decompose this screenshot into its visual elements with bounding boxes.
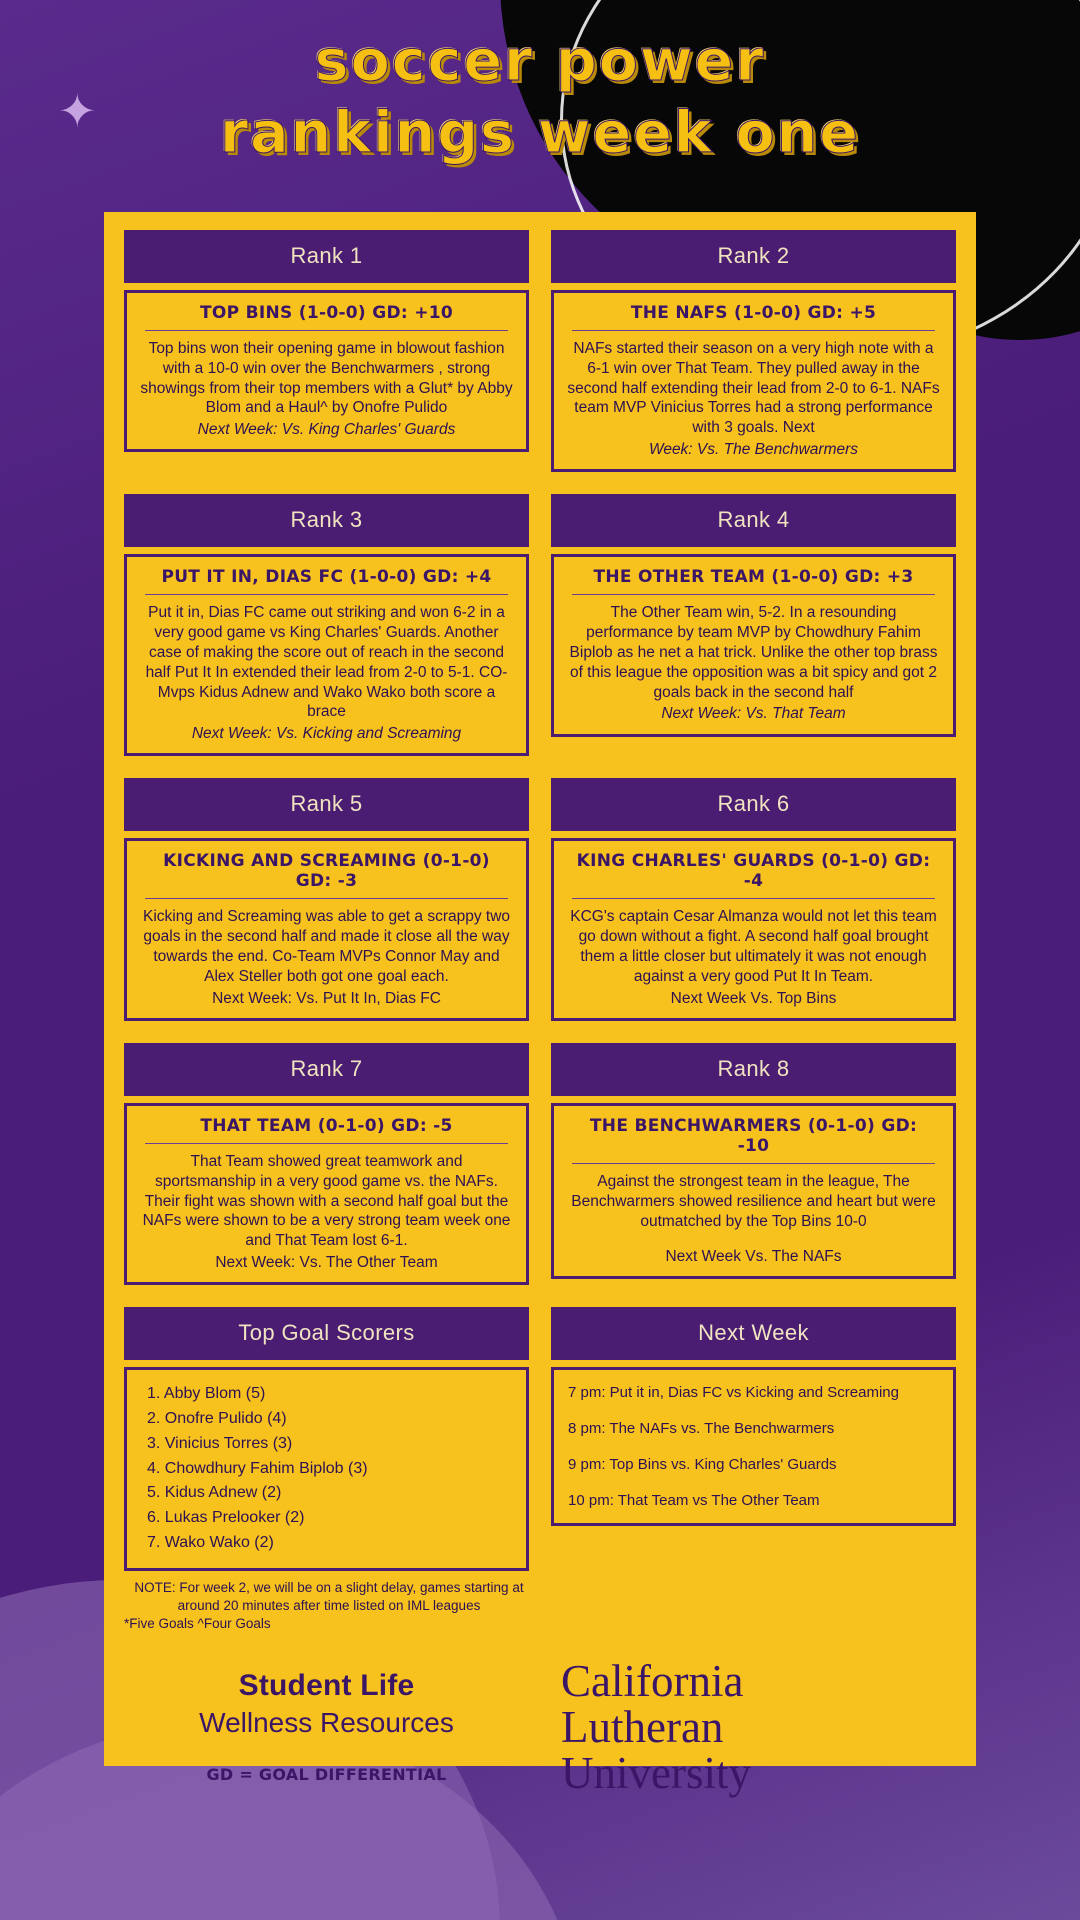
sparkle-icon: ✦	[58, 85, 97, 137]
ranking-cell-7	[124, 1043, 529, 1307]
list-item: Vinicius Torres (3)	[164, 1434, 293, 1452]
list-item: 7 pm: Put it in, Dias FC vs Kicking and Screaming	[568, 1384, 899, 1402]
note-block	[124, 1579, 540, 1634]
top-scorers-box	[124, 1367, 529, 1571]
ranking-entry-1	[124, 290, 529, 452]
ranking-cell-6	[551, 778, 956, 1042]
next-week-section	[551, 1307, 956, 1571]
top-scorers-list	[147, 1382, 512, 1556]
ranking-entry-6	[551, 838, 956, 1020]
ranking-entry-2	[551, 290, 956, 472]
university-line-1: California	[561, 1656, 744, 1707]
student-life-label: Student Life	[238, 1669, 415, 1703]
poster-header	[0, 0, 1080, 170]
list-item: 9 pm: Top Bins vs. King Charles' Guards	[568, 1456, 837, 1474]
page-title	[0, 26, 1080, 170]
team-summary-1: Top bins won their opening game in blowout fashion with a 10-0 win over the Benchwarmers , strong showings from their top members with a Glut* by Abby Blom and a Haul^ by Onofre Pulido	[140, 340, 513, 417]
team-summary-8: Against the strongest team in the league, The Benchwarmers showed resilience and heart but were outmatched by the Top Bins 10-0	[571, 1172, 936, 1230]
list-item: 8 pm: The NAFs vs. The Benchwarmers	[568, 1420, 835, 1438]
bottom-sections	[124, 1307, 956, 1571]
team-next-week-7: Next Week: Vs. The Other Team	[215, 1253, 438, 1271]
university-line-2: Lutheran	[561, 1702, 724, 1753]
team-title-1: TOP BINS (1-0-0) GD: +10	[145, 303, 508, 331]
page-title-line-1: soccer power	[314, 28, 766, 94]
footer	[124, 1651, 956, 1797]
ranking-cell-4	[551, 494, 956, 778]
next-week-box	[551, 1367, 956, 1526]
team-title-5: KICKING AND SCREAMING (0-1-0) GD: -3	[145, 851, 508, 899]
team-next-week-4: Next Week: Vs. That Team	[661, 705, 846, 723]
team-next-week-1: Next Week: Vs. King Charles' Guards	[197, 421, 456, 439]
main-card	[104, 212, 976, 1799]
rank-banner-1: Rank 1	[124, 230, 529, 283]
team-next-week-6: Next Week Vs. Top Bins	[670, 989, 837, 1007]
list-item: 10 pm: That Team vs The Other Team	[568, 1492, 820, 1510]
page-title-line-2: rankings week one	[220, 99, 860, 166]
team-summary-5: Kicking and Screaming was able to get a scrappy two goals in the second half and made it close all the way towards the end. Co-Team MVPs Connor May and Alex Steller both got one goal each.	[142, 908, 511, 985]
note-line-1: NOTE: For week 2, we will be on a slight delay, games starting at around 20 minutes after time listed on IML leagues	[134, 1579, 524, 1613]
rank-banner-2: Rank 2	[551, 230, 956, 283]
list-item: Abby Blom (5)	[163, 1385, 266, 1403]
team-summary-2: NAFs started their season on a very high note with a 6-1 win over That Team. They pulled away in the second half extending their lead from 2-0 to 6-1. NAFs team MVP Vinicius Torres had a strong performance with 3 goals. Next	[567, 340, 940, 437]
gd-definition: GD = GOAL DIFFERENTIAL	[206, 1765, 447, 1785]
top-scorers-heading: Top Goal Scorers	[124, 1307, 529, 1360]
team-next-week-8: Next Week Vs. The NAFs	[665, 1248, 842, 1266]
ranking-entry-3	[124, 554, 529, 756]
team-title-4: THE OTHER TEAM (1-0-0) GD: +3	[572, 567, 935, 595]
ranking-entry-7	[124, 1103, 529, 1285]
list-item: Onofre Pulido (4)	[164, 1409, 287, 1427]
ranking-cell-1	[124, 230, 529, 494]
note-line-2: *Five Goals ^Four Goals	[124, 1616, 271, 1632]
team-title-8: THE BENCHWARMERS (0-1-0) GD: -10	[572, 1116, 935, 1164]
team-next-week-2: Week: Vs. The Benchwarmers	[648, 441, 859, 459]
wellness-resources-label: Wellness Resources	[199, 1707, 454, 1739]
ranking-cell-2	[551, 230, 956, 494]
team-summary-4: The Other Team win, 5-2. In a resounding performance by team MVP by Chowdhury Fahim Biplob as he net a hat trick. Unlike the other top brass of this league the opposition was a bit spicy and got 2 goals back in the second half	[569, 604, 938, 701]
team-title-7: THAT TEAM (0-1-0) GD: -5	[145, 1116, 508, 1144]
top-scorers-section	[124, 1307, 529, 1571]
list-item: Kidus Adnew (2)	[164, 1484, 282, 1502]
rank-banner-6: Rank 6	[551, 778, 956, 831]
ranking-entry-8	[551, 1103, 956, 1280]
ranking-entry-4	[551, 554, 956, 736]
next-week-heading: Next Week	[551, 1307, 956, 1360]
rank-banner-3: Rank 3	[124, 494, 529, 547]
ranking-cell-8	[551, 1043, 956, 1307]
team-title-3: PUT IT IN, DIAS FC (1-0-0) GD: +4	[145, 567, 508, 595]
ranking-cell-3	[124, 494, 529, 778]
team-title-6: KING CHARLES' GUARDS (0-1-0) GD: -4	[572, 851, 935, 899]
ranking-cell-5	[124, 778, 529, 1042]
list-item: Chowdhury Fahim Biplob (3)	[164, 1459, 368, 1477]
team-title-2: THE NAFS (1-0-0) GD: +5	[572, 303, 935, 331]
rank-banner-8: Rank 8	[551, 1043, 956, 1096]
rank-banner-4: Rank 4	[551, 494, 956, 547]
university-line-3: University	[561, 1748, 751, 1799]
rank-banner-7: Rank 7	[124, 1043, 529, 1096]
team-next-week-5: Next Week: Vs. Put It In, Dias FC	[212, 989, 441, 1007]
student-life-block	[124, 1651, 529, 1784]
team-summary-3: Put it in, Dias FC came out striking and won 6-2 in a very good game vs King Charles' Guards. Another case of making the score out of reach in the second half Put It In extended their lead from 2-0 to 5-1. CO-Mvps Kidus Adnew and Wako Wako both score a brace	[145, 604, 508, 721]
list-item: Wako Wako (2)	[164, 1533, 274, 1551]
team-next-week-3: Next Week: Vs. Kicking and Screaming	[191, 725, 462, 743]
team-summary-7: That Team showed great teamwork and sportsmanship in a very good game vs. the NAFs. Their fight was shown with a second half goal but the NAFs were shown to be a very strong team week one and That Team lost 6-1.	[142, 1152, 511, 1250]
rankings-grid	[124, 230, 956, 1307]
university-logo	[551, 1651, 956, 1797]
list-item: Lukas Prelooker (2)	[164, 1509, 305, 1527]
rank-banner-5: Rank 5	[124, 778, 529, 831]
ranking-entry-5	[124, 838, 529, 1020]
team-summary-6: KCG's captain Cesar Almanza would not let this team go down without a fight. A second half goal brought them a little closer but ultimately it was not enough against a very good Put It In Team.	[570, 908, 937, 985]
